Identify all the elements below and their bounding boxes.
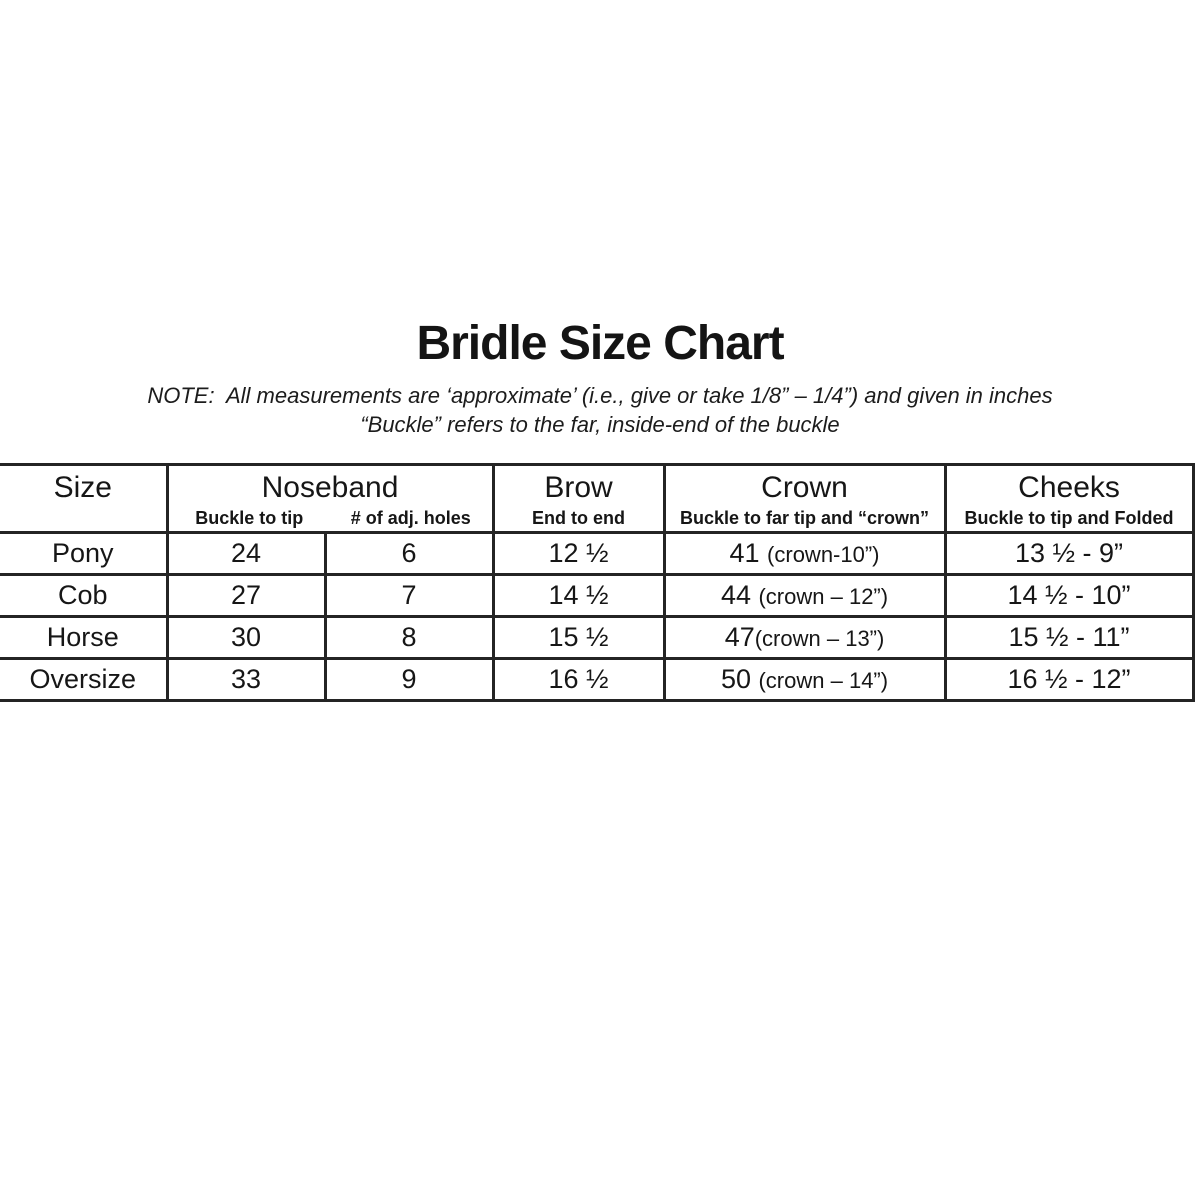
cell-adj-holes: 7	[325, 574, 493, 616]
cell-brow: 16 ½	[493, 658, 664, 700]
cell-size: Horse	[0, 616, 167, 658]
crown-note: (crown-10”)	[767, 541, 880, 567]
bridle-size-table	[0, 463, 1195, 702]
note-line-1: NOTE: All measurements are ‘approximate’ (i.e., give or take 1/8” – 1/4”) and given in inches	[147, 382, 1053, 408]
header-row	[0, 464, 1193, 532]
cell-cheeks: 14 ½ - 10”	[945, 574, 1193, 616]
cell-size: Oversize	[0, 658, 167, 700]
cell-brow: 12 ½	[493, 532, 664, 574]
crown-value: 41	[729, 537, 768, 568]
header-crown-sub: Buckle to far tip and “crown”	[680, 507, 930, 528]
page-title: Bridle Size Chart	[416, 317, 784, 370]
cell-crown	[664, 658, 945, 700]
cell-noseband-buckle-to-tip: 33	[167, 658, 325, 700]
cell-crown	[664, 574, 945, 616]
header-crown-label: Crown	[761, 470, 848, 504]
crown-note: (crown – 12”)	[758, 583, 889, 609]
note-line-2: “Buckle” refers to the far, inside-end of the buckle	[360, 411, 840, 437]
header-crown	[664, 464, 945, 532]
table-row-cob	[0, 574, 1193, 616]
header-brow	[493, 464, 664, 532]
cell-size: Cob	[0, 574, 167, 616]
cell-adj-holes: 9	[325, 658, 493, 700]
table-row-oversize	[0, 658, 1193, 700]
header-noseband-label: Noseband	[261, 470, 399, 504]
cell-noseband-buckle-to-tip: 30	[167, 616, 325, 658]
header-noseband-sub-buckle-to-tip: Buckle to tip	[195, 507, 304, 528]
cell-brow: 15 ½	[493, 616, 664, 658]
cell-cheeks: 13 ½ - 9”	[945, 532, 1193, 574]
header-cheeks-label: Cheeks	[1018, 470, 1120, 504]
cell-noseband-buckle-to-tip: 24	[167, 532, 325, 574]
cell-cheeks: 16 ½ - 12”	[945, 658, 1193, 700]
header-cheeks	[945, 464, 1193, 532]
crown-value: 50	[720, 663, 759, 694]
header-size	[0, 464, 167, 532]
cell-noseband-buckle-to-tip: 27	[167, 574, 325, 616]
header-noseband-sub-adj-holes: # of adj. holes	[350, 507, 471, 528]
cell-crown	[664, 616, 945, 658]
cell-size: Pony	[0, 532, 167, 574]
header-size-label: Size	[53, 470, 112, 504]
crown-value: 47	[724, 621, 755, 652]
cell-crown	[664, 532, 945, 574]
header-brow-sub: End to end	[532, 507, 626, 528]
header-cheeks-sub: Buckle to tip and Folded	[964, 507, 1174, 528]
cell-brow: 14 ½	[493, 574, 664, 616]
crown-value: 44	[720, 579, 759, 610]
header-brow-label: Brow	[544, 470, 613, 504]
crown-note: (crown – 13”)	[754, 625, 885, 651]
cell-adj-holes: 8	[325, 616, 493, 658]
table-row-pony	[0, 532, 1193, 574]
crown-note: (crown – 14”)	[758, 667, 889, 693]
header-noseband	[167, 464, 493, 532]
cell-adj-holes: 6	[325, 532, 493, 574]
cell-cheeks: 15 ½ - 11”	[945, 616, 1193, 658]
table-row-horse	[0, 616, 1193, 658]
